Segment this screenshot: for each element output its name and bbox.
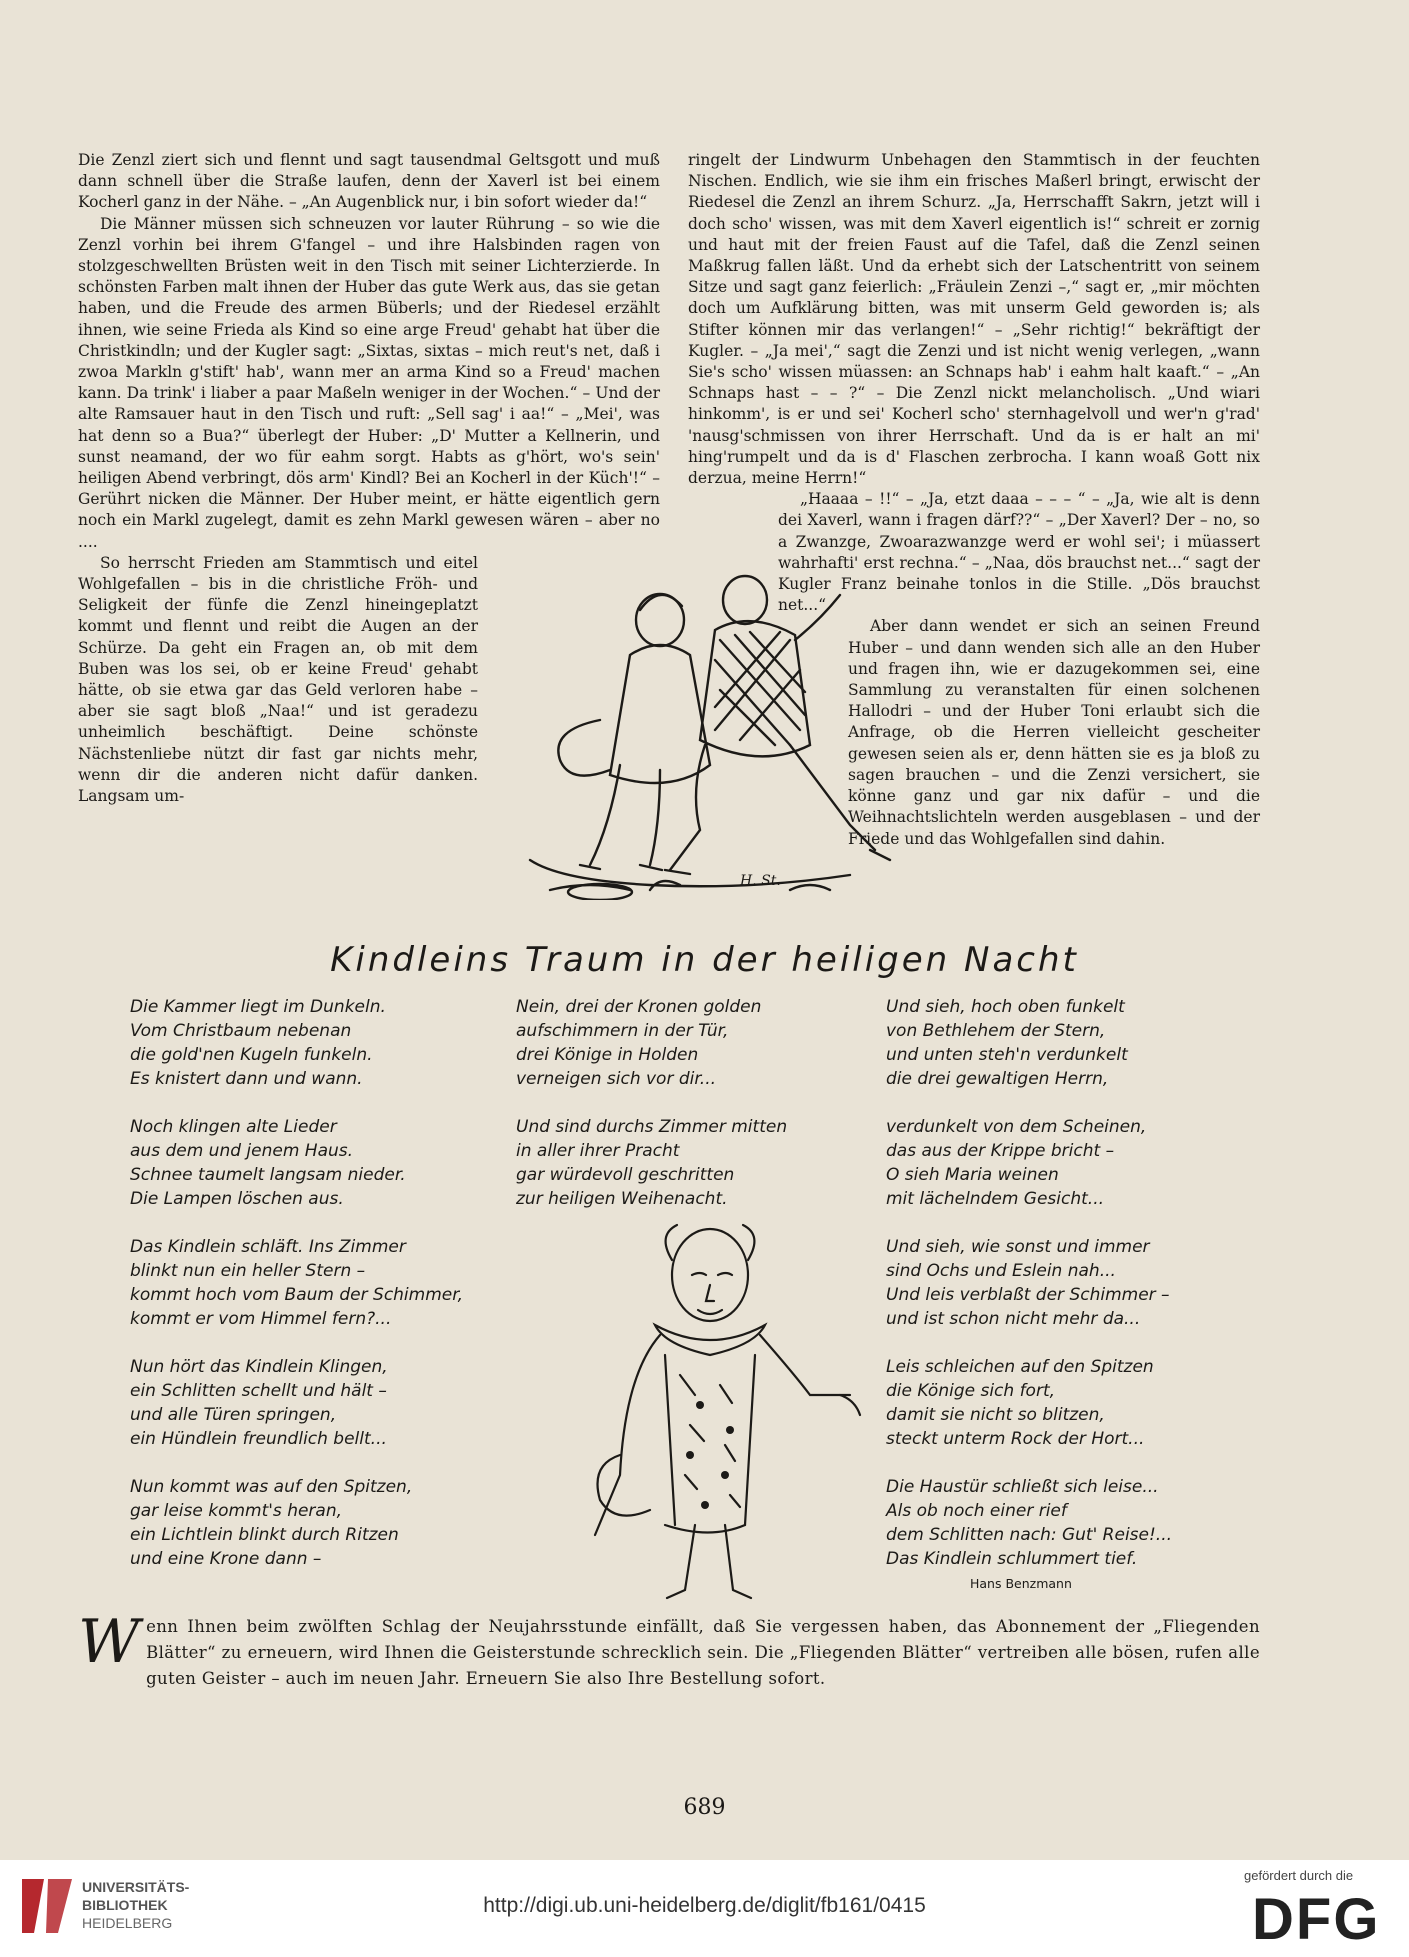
poem-line: Und sind durchs Zimmer mitten <box>516 1117 788 1137</box>
jester-illustration <box>560 1215 870 1605</box>
paragraph: So herrscht Frieden am Stammtisch und eitel Wohlgefallen – bis in die christliche Fröh- und Seligkeit der fünfe die Zenzl hineingeplatzt kommt und flennt und reibt die Augen an der Schürze. Da geht ein Fragen an, ob mit dem Buben was los sei, ob er keine Freud' gehabt hätte, ob sie etwa gar das Geld verloren habe – aber sie sagt bloß „Naa!“ und ist geradezu unheimlich beschäftigt. Deine schönste Nächstenliebe nützt dir fast gar nichts mehr, wenn dir die anderen nicht dafür danken. Langsam um- <box>78 553 478 806</box>
poem-line: und eine Krone dann – <box>130 1549 322 1569</box>
poem-line: verneigen sich vor dir... <box>516 1069 717 1089</box>
poem-line: ein Lichtlein blinkt durch Ritzen <box>130 1525 399 1545</box>
poem-stanza <box>130 1235 490 1331</box>
couple-illustration <box>490 560 910 900</box>
page-number: 689 <box>683 1795 726 1820</box>
poem-line: damit sie nicht so blitzen, <box>886 1405 1105 1425</box>
poem-stanza <box>130 995 490 1091</box>
poem-line: Das Kindlein schlummert tief. <box>886 1549 1138 1569</box>
poem-line: Und leis verblaßt der Schimmer – <box>886 1285 1170 1305</box>
poem-line: Noch klingen alte Lieder <box>130 1117 337 1137</box>
poem-line: mit lächelndem Gesicht... <box>886 1189 1104 1209</box>
poem-line: Und sieh, wie sonst und immer <box>886 1237 1150 1257</box>
poem-line: Vom Christbaum nebenan <box>130 1021 352 1041</box>
poem-stanza <box>130 1475 490 1571</box>
poem-line: Nein, drei der Kronen golden <box>516 997 762 1017</box>
poem-line: blinkt nun ein heller Stern – <box>130 1261 366 1281</box>
poem-column-3 <box>886 995 1246 1595</box>
illustration-signature: H. St. <box>740 873 781 889</box>
poem-line: Und sieh, hoch oben funkelt <box>886 997 1125 1017</box>
poem-stanza <box>516 995 846 1091</box>
poem-line: O sieh Maria weinen <box>886 1165 1059 1185</box>
poem-line: die gold'nen Kugeln funkeln. <box>130 1045 373 1065</box>
poem-line: die Könige sich fort, <box>886 1381 1056 1401</box>
notice-text: enn Ihnen beim zwölften Schlag der Neujahrsstunde einfällt, daß Sie vergessen haben, das Abonnement der „Fliegenden Blätter“ zu erneuern, wird Ihnen die Geisterstunde schrecklich sein. Die „Fliegenden Blätter“ vertreiben alle bösen, rufen alle guten Geister – auch im neuen Jahr. Erneuern Sie also Ihre Bestellung sofort. <box>146 1617 1260 1688</box>
poem-line: Nun kommt was auf den Spitzen, <box>130 1477 413 1497</box>
poem-author: Hans Benzmann <box>970 1576 1072 1591</box>
poem-line: drei Könige in Holden <box>516 1045 699 1065</box>
poem-line: kommt hoch vom Baum der Schimmer, <box>130 1285 464 1305</box>
poem-stanza <box>886 1115 1246 1211</box>
poem-stanza <box>516 1115 846 1211</box>
paragraph: Die Männer müssen sich schneuzen vor lauter Rührung – so wie die Zenzl vorhin bei ihrem G'fangel – und ihre Halsbinden ragen von stolzgeschwellten Brüsten weit in den Tisch mit seiner Lichterzierde. In schönsten Farben malt ihnen der Huber das gute Werk aus, das sie getan haben, und die Freude des armen Büberls; und der Riedesel erzählt ihnen, wie seine Frieda als Kind so eine arge Freud' gehabt hat über die Christkindln; und der Kugler sagt: „Sixtas, sixtas – mich reut's net, daß i zwoa Markln g'stift' hab', wann mer an arma Kind so a Freud' machen kann. Da trink' i liaber a paar Maßeln weniger in der Wochen.“ – Und der alte Ramsauer haut in den Tisch und ruft: „Sell sag' i aa!“ – „Mei', was hat denn so a Bua?“ überlegt der Huber: „D' Mutter a Kellnerin, und sunst neamand, der wo für eahm sorgt. Habts as g'hört, wo's sein' heiligen Abend verbringt, dös arm' Kindl? Bei an Kocherl in der Küch'!“ – Gerührt nicken die Männer. Der Huber meint, er hätte eigentlich gern noch ein Markl zugelegt, damit es zehn Markl gewesen wären – aber no .... <box>78 214 660 551</box>
library-name: UNIVERSITÄTS- BIBLIOTHEK HEIDELBERG <box>82 1879 190 1931</box>
poem-line: ein Schlitten schellt und hält – <box>130 1381 387 1401</box>
poem-column-1 <box>130 995 490 1595</box>
viewer-footer <box>0 1860 1409 1957</box>
poem-line: in aller ihrer Pracht <box>516 1141 680 1161</box>
paragraph: Aber dann wendet er sich an seinen Freund Huber – und dann wenden sich alle an den Huber und fragen ihn, wie er dazugekommen sei, eine Sammlung zu veranstalten für einen solchenen Hallodri – und der Huber Toni erlaubt sich die Anfrage, ob die Herren vielleicht gescheiter gewesen seien als er, denn hätten sie es ja bloß zu sagen brauchen – und die Zenzi versichert, sie könne ganz und gar nix dafür – und die Weihnachtslichteln werden ausgeblasen – und der Friede und das Wohlgefallen sind dahin. <box>848 617 1260 848</box>
poem-line: sind Ochs und Eslein nah... <box>886 1261 1116 1281</box>
poem-line: gar leise kommt's heran, <box>130 1501 343 1521</box>
poem-line: Leis schleichen auf den Spitzen <box>886 1357 1154 1377</box>
poem-line: die drei gewaltigen Herrn, <box>886 1069 1109 1089</box>
poem-line: Das Kindlein schläft. Ins Zimmer <box>130 1237 406 1257</box>
poem-line: das aus der Krippe bricht – <box>886 1141 1115 1161</box>
poem-line: Die Lampen löschen aus. <box>130 1189 344 1209</box>
poem-line: und alle Türen springen, <box>130 1405 337 1425</box>
poem-line: kommt er vom Himmel fern?... <box>130 1309 392 1329</box>
poem-stanza <box>886 1475 1246 1571</box>
poem-stanza <box>130 1115 490 1211</box>
poem-line: Als ob noch einer rief <box>886 1501 1067 1521</box>
document-url-link[interactable]: http://digi.ub.uni-heidelberg.de/diglit/fb161/0415 <box>483 1894 926 1917</box>
paragraph: Die Zenzl ziert sich und flennt und sagt tausendmal Geltsgott und muß dann schnell über die Straße laufen, denn der Xaverl ist bei einem Kocherl ganz in der Nähe. – „An Augenblick nur, i bin sofort wieder da!“ <box>78 151 660 212</box>
poem-line: Nun hört das Kindlein Klingen, <box>130 1357 388 1377</box>
poem-line: ein Hündlein freundlich bellt... <box>130 1429 387 1449</box>
poem-line: aus dem und jenem Haus. <box>130 1141 354 1161</box>
poem-stanza <box>886 1355 1246 1451</box>
poem-line: zur heiligen Weihenacht. <box>516 1189 728 1209</box>
poem-line: verdunkelt von dem Scheinen, <box>886 1117 1147 1137</box>
poem-line: Es knistert dann und wann. <box>130 1069 363 1089</box>
paragraph: „Haaaa – !!“ – „Ja, etzt daaa – – – “ – „Ja, wie alt is denn dei Xaverl, wann i fragen därf??“ – „Der Xaverl? Der – no, so a Zwanzge, Zwoarazwanzge werd er wohl sei'; i müassert wahrhafti' erst rechna.“ – „Naa, dös brauchst net...“ sagt der Kugler Franz beinahe tonlos in die Stille. „Dös brauchst net...“ <box>778 490 1260 615</box>
subscription-notice <box>78 1607 1260 1692</box>
poem-line: Die Haustür schließt sich leise... <box>886 1477 1159 1497</box>
poem-line: Die Kammer liegt im Dunkeln. <box>130 997 386 1017</box>
poem-title: Kindleins Traum in der heiligen Nacht <box>330 940 1079 980</box>
poem-column-2 <box>516 995 846 1235</box>
paragraph: ringelt der Lindwurm Unbehagen den Stammtisch in der feuchten Nischen. Endlich, wie sie ihm ein frisches Maßerl bringt, erwischt der Riedesel die Zenzl an ihrem Schurz. „Ja, Herrschafft Sakrn, jetzt will i doch scho' wissen, was mit dem Xaverl eigentlich is!“ schreit er zornig und haut mit der freien Faust auf die Tafel, daß die Zenzl seinen Maßkrug fallen läßt. Und da erhebt sich der Latschentritt von seinem Sitze und sagt ganz feierlich: „Fräulein Zenzi –,“ sagt er, „mir möchten doch um Aufklärung bitten, was mit unserm Geld geworden is; als Stifter können mir das verlangen!“ – „Sehr richtig!“ bekräftigt der Kugler. – „Ja mei',“ sagt die Zenzi und ist nicht wenig verlegen, „wann Sie's scho' wissen müassen: an Schnaps hab' i eahm halt kaaft.“ – „An Schnaps hast – – ?“ – Die Zenzl nickt melancholisch. „Und wiari hinkomm', is er und sei' Kocherl scho' sternhagelvoll und wer'n g'rad' 'nausg'schmissen von ihrer Herrschaft. Und da is er halt an mi' hing'rumpelt und da is d' Flaschen zerbrocha. I kann woaß Gott nix derzua, meine Herrn!“ <box>688 151 1260 488</box>
poem-stanza <box>886 1235 1246 1331</box>
poem-line: aufschimmern in der Tür, <box>516 1021 729 1041</box>
poem-line: Schnee taumelt langsam nieder. <box>130 1165 406 1185</box>
poem-line: dem Schlitten nach: Gut' Reise!... <box>886 1525 1173 1545</box>
poem-line: von Bethlehem der Stern, <box>886 1021 1106 1041</box>
poem-stanza <box>886 995 1246 1091</box>
funded-by-label: gefördert durch die <box>1244 1868 1354 1883</box>
poem-stanza <box>130 1355 490 1451</box>
poem-line: steckt unterm Rock der Hort... <box>886 1429 1145 1449</box>
drop-cap: W <box>78 1607 141 1677</box>
poem-line: gar würdevoll geschritten <box>516 1165 735 1185</box>
dfg-logo[interactable]: DFG <box>1252 1887 1381 1952</box>
poem-line: und unten steh'n verdunkelt <box>886 1045 1128 1065</box>
poem-line: und ist schon nicht mehr da... <box>886 1309 1141 1329</box>
